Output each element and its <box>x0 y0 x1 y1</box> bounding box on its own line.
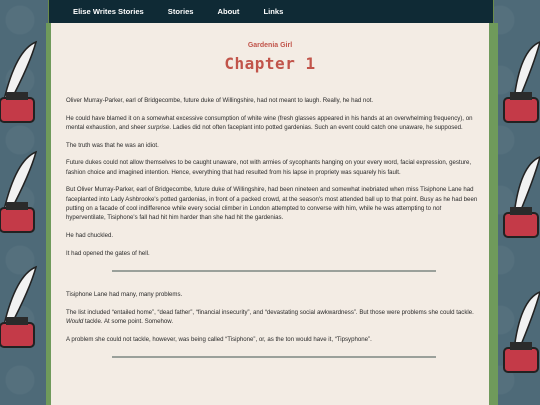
inkwell-quill-icon <box>0 150 44 240</box>
inkwell-quill-icon <box>500 155 540 245</box>
nav-site-title-link[interactable]: Elise Writes Stories <box>73 7 144 16</box>
paragraph: He could have blamed it on a somewhat excessive consumption of white wine (fresh glasses appeared in his hands at an overwhelming frequency), on mental exhaustion, and sheer surprise. Ladies did not often faceplant into potted gardenias. Such an event could catch one unaware, he supposed. <box>66 114 473 131</box>
paragraph: A problem she could not tackle, however, was being called “Tisiphone”, or, as the ton would have it, “Tipsyphone”. <box>66 335 372 343</box>
story-text <box>66 96 482 376</box>
chapter-heading: Chapter 1 <box>224 54 316 73</box>
paragraph: Tisiphone Lane had many, many problems. <box>66 291 183 298</box>
section-divider <box>112 270 436 272</box>
nav-links-link[interactable]: Links <box>263 7 284 16</box>
paragraph: Future dukes could not allow themselves to be caught unaware, not with armies of sycophants hanging on your every word, facial expression, gesture, fashion choice and imagined intention. Hence, everything that had resulted from his lapse in propriety was squarely his fault. <box>66 159 472 176</box>
paragraph: But Oliver Murray-Parker, earl of Bridgecombe, future duke of Willingshire, had been nineteen and somewhat inebriated when miss Tisiphone Lane had faceplanted into Lady Ashbrooke's potted gardenias, in front of a packed crowd, at the season's most attended ball up to that point. Busy as he had been putting on a facade of cool indifference while every social climber in London attempted to converse with him, while he was attempting to not hyperventilate, Tisiphone's fall had hit him harder than she had hit the gardenias. <box>66 186 478 222</box>
nav-about-link[interactable]: About <box>217 7 240 16</box>
paragraph: The truth was that he was an idiot. <box>66 141 159 149</box>
top-navbar <box>48 0 494 23</box>
section-divider <box>112 356 436 358</box>
nav-stories-link[interactable]: Stories <box>167 7 194 16</box>
paragraph: It had opened the gates of hell. <box>66 249 150 257</box>
paragraph: He had chuckled. <box>66 232 114 239</box>
inkwell-quill-icon <box>0 265 44 355</box>
paragraph: Oliver Murray-Parker, earl of Bridgecombe, future duke of Willingshire, had not meant to laugh. Really, he had not. <box>66 97 374 104</box>
inkwell-quill-icon <box>500 290 540 380</box>
paragraph: The list included “entailed home”, “dead father”, “financial insecurity”, and “devastating social awkwardness”. But those were problems she could tackle. Would tackle. At some point. Somehow. <box>66 308 474 325</box>
story-title: Gardenia Girl <box>247 42 293 49</box>
